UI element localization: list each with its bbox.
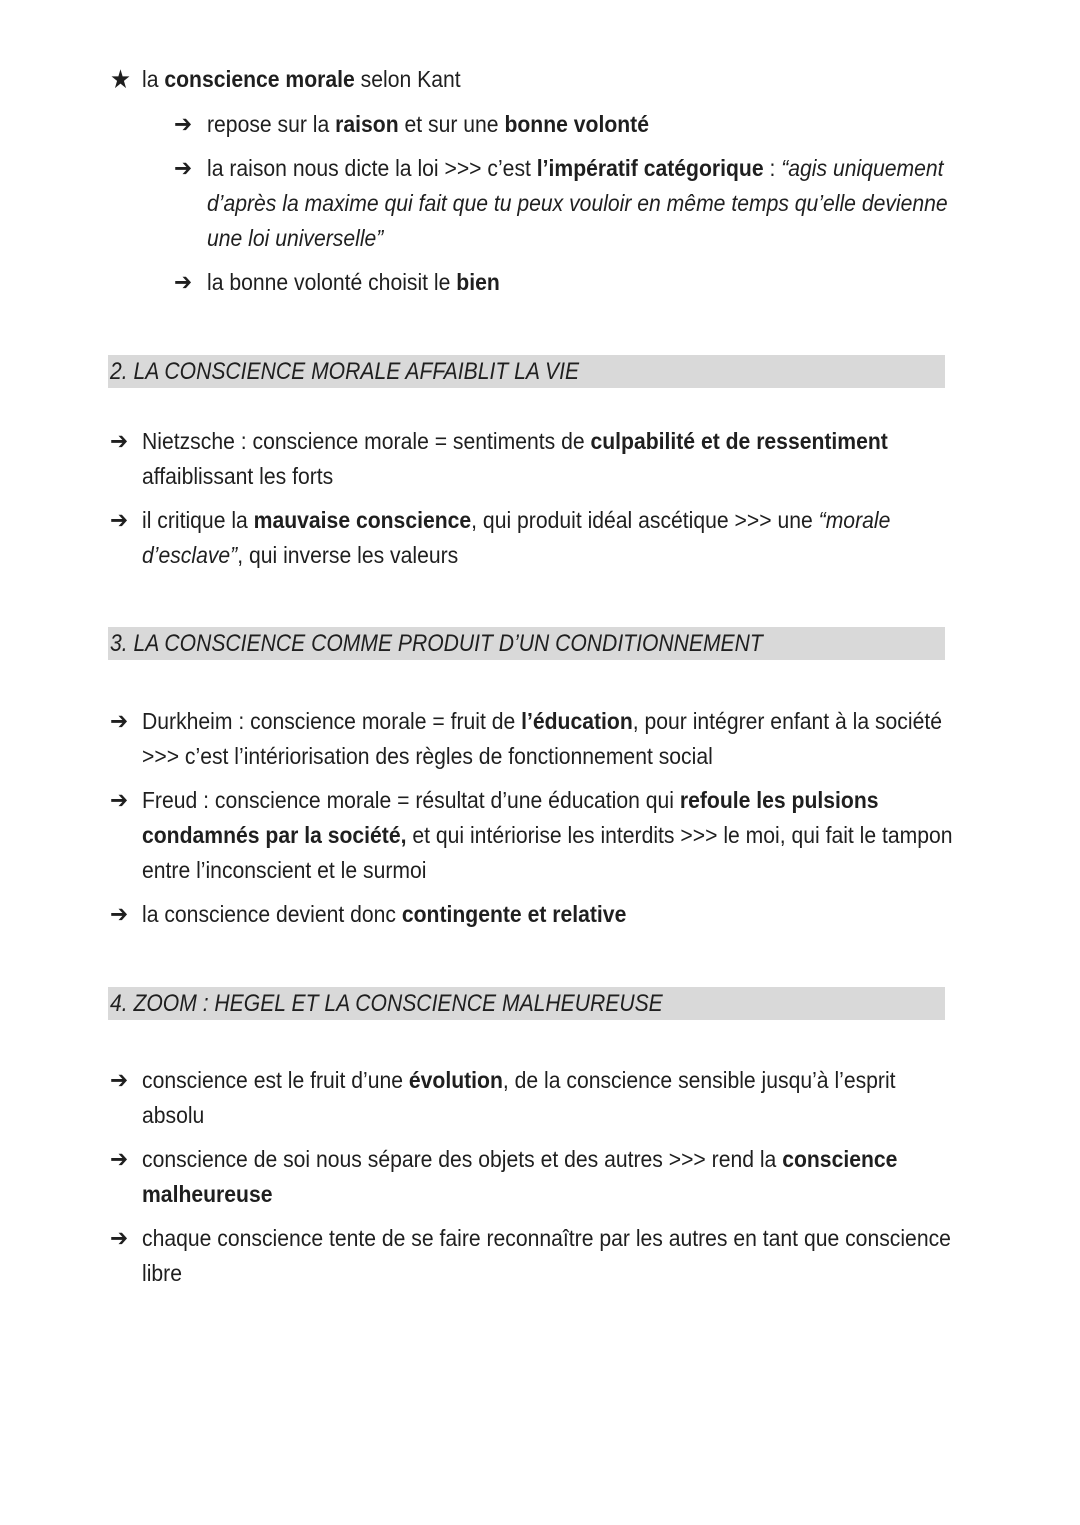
arrow-icon: ➔ [110, 1067, 129, 1094]
arrow-icon: ➔ [110, 507, 129, 534]
star-icon: ★ [110, 64, 131, 94]
arrow-icon: ➔ [110, 1146, 129, 1173]
arrow-icon: ➔ [174, 269, 193, 296]
arrow-icon: ➔ [110, 708, 129, 735]
arrow-icon: ➔ [110, 787, 129, 814]
durkheim-line-2: >>> c’est l’intériorisation des règles de fonctionnement social [142, 743, 713, 769]
section-4-heading: 4. ZOOM : HEGEL ET LA CONSCIENCE MALHEUREUSE [108, 987, 945, 1020]
hegel-recognition-line-2: libre [142, 1260, 182, 1286]
bad-conscience-line-2: d’esclave”, qui inverse les valeurs [142, 542, 459, 568]
freud-line-1: Freud : conscience morale = résultat d’une éducation qui refoule les pulsions [142, 787, 879, 813]
arrow-icon: ➔ [110, 428, 129, 455]
kant-quote-line-2: d’après la maxime qui fait que tu peux vouloir en même temps qu’elle devienne [207, 190, 948, 216]
section-3-heading: 3. LA CONSCIENCE COMME PRODUIT D’UN CONDITIONNEMENT [108, 627, 945, 660]
arrow-icon: ➔ [110, 1225, 129, 1252]
durkheim-line-1: Durkheim : conscience morale = fruit de l’éducation, pour intégrer enfant à la société [142, 708, 942, 734]
freud-line-3: entre l’inconscient et le surmoi [142, 857, 427, 883]
hegel-unhappy-line-1: conscience de soi nous sépare des objets et des autres >>> rend la conscience [142, 1146, 898, 1172]
hegel-evolution-line-2: absolu [142, 1102, 205, 1128]
kant-title-line: la conscience morale selon Kant [142, 66, 461, 92]
arrow-icon: ➔ [110, 901, 129, 928]
kant-point-good: la bonne volonté choisit le bien [207, 269, 500, 295]
kant-point-imperative: la raison nous dicte la loi >>> c’est l’impératif catégorique : “agis uniquement [207, 155, 944, 181]
contingent-line: la conscience devient donc contingente et relative [142, 901, 627, 927]
arrow-icon: ➔ [174, 155, 193, 182]
hegel-evolution-line-1: conscience est le fruit d’une évolution, de la conscience sensible jusqu’à l’esprit [142, 1067, 896, 1093]
freud-line-2: condamnés par la société, et qui intériorise les interdits >>> le moi, qui fait le tampon [142, 822, 953, 848]
kant-point-reason: repose sur la raison et sur une bonne volonté [207, 111, 649, 137]
bad-conscience-line-1: il critique la mauvaise conscience, qui produit idéal ascétique >>> une “morale [142, 507, 891, 533]
kant-quote-line-3: une loi universelle” [207, 225, 384, 251]
section-2-heading: 2. LA CONSCIENCE MORALE AFFAIBLIT LA VIE [108, 355, 945, 388]
arrow-icon: ➔ [174, 111, 193, 138]
hegel-recognition-line-1: chaque conscience tente de se faire reconnaître par les autres en tant que conscience [142, 1225, 951, 1251]
hegel-unhappy-line-2: malheureuse [142, 1181, 273, 1207]
nietzsche-point-line-2: affaiblissant les forts [142, 463, 334, 489]
nietzsche-point-line-1: Nietzsche : conscience morale = sentiments de culpabilité et de ressentiment [142, 428, 888, 454]
